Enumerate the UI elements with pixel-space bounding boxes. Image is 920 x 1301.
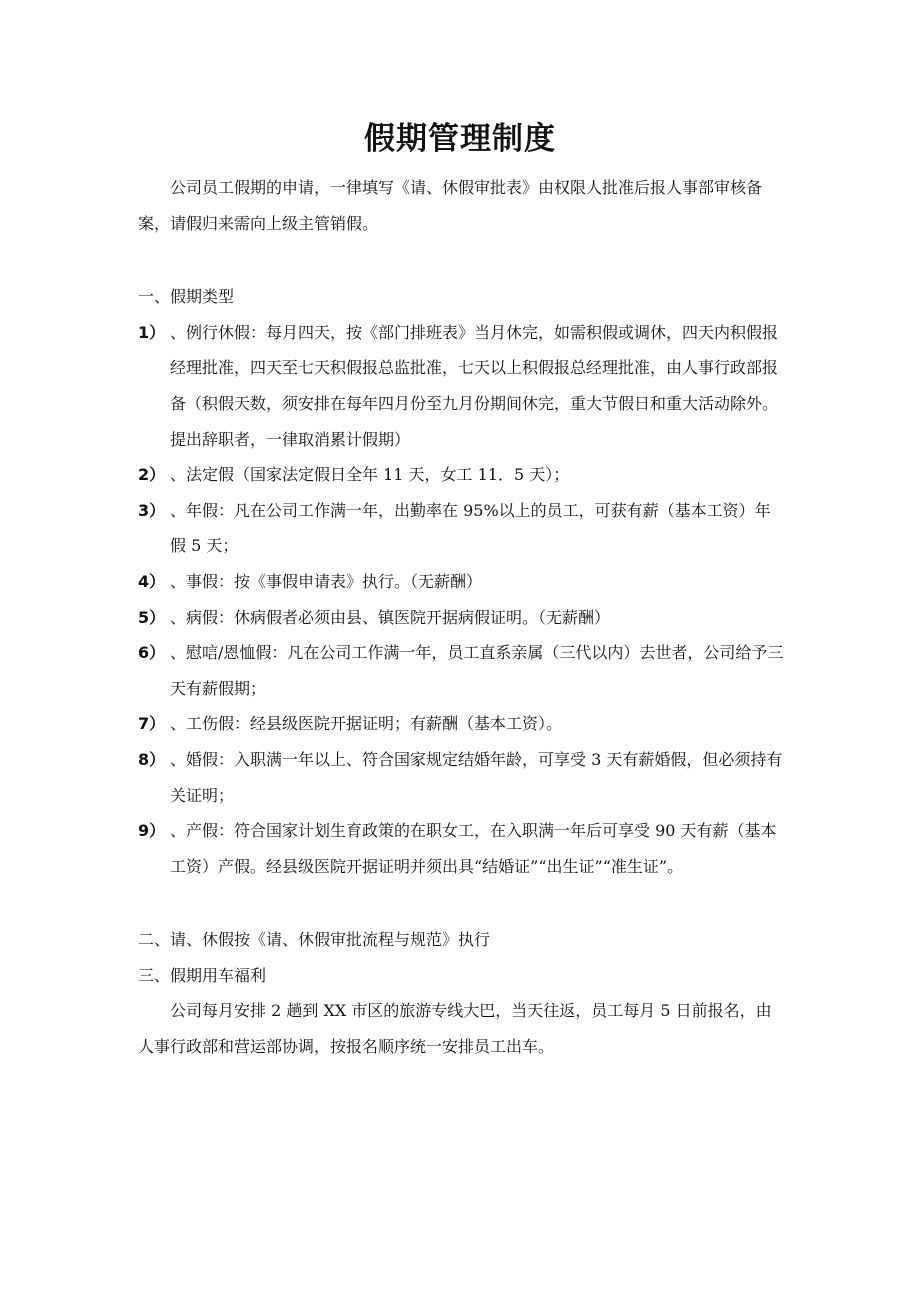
list-item-text: 、例行休假：每月四天，按《部门排班表》当月休完，如需积假或调休，四天内积假报经理批准，四天至七天积假报总监批准，七天以上积假报总经理批准，由人事行政部报备（积假天数，须安排在每年四月份至九月份期间休完，重大节假日和重大活动除外。提出辞职者，一律取消累计假期） [170, 322, 779, 449]
list-item-number: 1） [138, 322, 166, 342]
list-item-number: 4） [138, 571, 166, 591]
list-item-text: 、事假：按《事假申请表》执行。（无薪酬） [170, 571, 483, 591]
list-item-text: 、病假：休病假者必须由县、镇医院开据病假证明。（无薪酬） [170, 607, 611, 627]
section-3-paragraph: 公司每月安排 2 趟到 XX 市区的旅游专线大巴，当天往返，员工每月 5 日前报名，由人事行政部和营运部协调，按报名顺序统一安排员工出车。 [138, 1001, 772, 1057]
list-item-number: 5） [138, 607, 166, 627]
list-item-number: 7） [138, 714, 166, 734]
list-item-text: 、产假：符合国家计划生育政策的在职女工，在入职满一年后可享受 90 天有薪（基本工资）产假。经县级医院开据证明并须出具“结婚证”“出生证”“准生证”。 [170, 821, 777, 876]
document-body [138, 170, 786, 1065]
list-item [138, 706, 786, 742]
list-item-number: 9） [138, 821, 166, 841]
list-item [138, 742, 786, 813]
list-item-text: 、法定假（国家法定假日全年 11 天，女工 11．5 天）； [170, 465, 570, 485]
list-item-text: 、工伤假：经县级医院开据证明；有薪酬（基本工资）。 [170, 714, 563, 734]
section-1-heading: 一、假期类型 [138, 287, 235, 307]
intro-paragraph: 公司员工假期的申请，一律填写《请、休假审批表》由权限人批准后报人事部审核备案，请假归来需向上级主管销假。 [138, 178, 763, 233]
list-item-text: 、婚假：入职满一年以上、符合国家规定结婚年龄，可享受 3 天有薪婚假，但必须持有关证明； [170, 749, 783, 805]
list-item [138, 635, 786, 706]
list-item [138, 457, 786, 493]
spacer [138, 884, 786, 922]
list-item [138, 813, 786, 884]
list-item-text: 、年假：凡在公司工作满一年，出勤率在 95%以上的员工，可获有薪（基本工资）年假 5 天； [170, 500, 771, 556]
spacer [138, 241, 786, 279]
list-item-text: 、慰唁/恩恤假：凡在公司工作满一年，员工直系亲属（三代以内）去世者，公司给予三天有薪假期； [170, 643, 784, 698]
list-item [138, 493, 786, 564]
list-item-number: 2） [138, 465, 166, 485]
document-title: 假期管理制度 [364, 121, 556, 157]
list-item-number: 8） [138, 749, 166, 769]
section-2-heading: 二、请、休假按《请、休假审批流程与规范》执行 [138, 930, 491, 950]
list-item [138, 600, 786, 636]
list-item-number: 3） [138, 500, 166, 520]
list-item [138, 315, 786, 457]
section-3-heading: 三、假期用车福利 [138, 965, 267, 985]
list-item [138, 564, 786, 600]
list-item-number: 6） [138, 643, 166, 663]
